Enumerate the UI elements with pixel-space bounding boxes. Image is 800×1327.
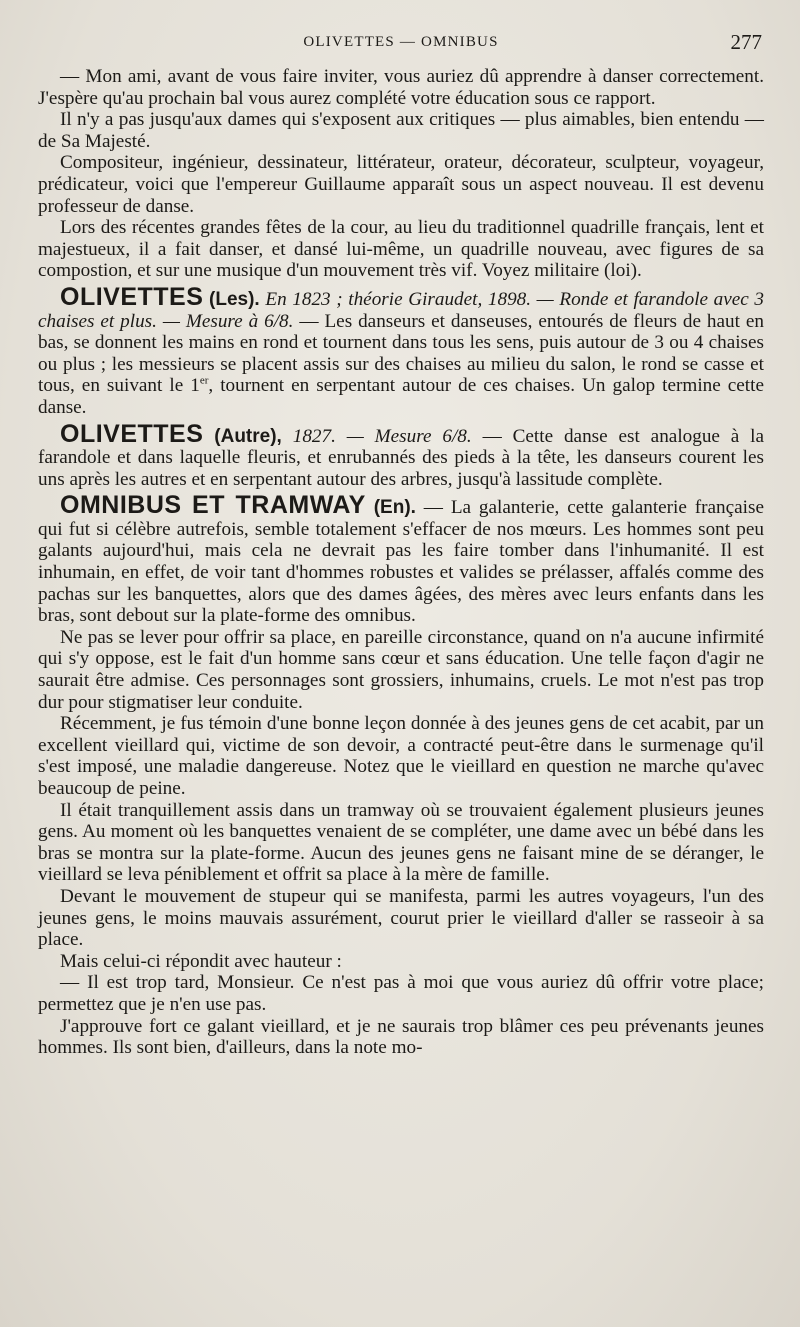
entry-headword: OLIVETTES bbox=[60, 282, 204, 311]
entry-headword: OLIVETTES bbox=[60, 419, 204, 448]
paragraph: Compositeur, ingénieur, dessinateur, littérateur, orateur, décorateur, sculpteur, voyageur, prédicateur, voici que l'empereur Guillaume apparaît sous un aspect nouveau. Il est devenu professeur de danse. bbox=[38, 152, 764, 217]
paragraph: Ne pas se lever pour offrir sa place, en pareille circonstance, quand on n'a aucune infirmité qui s'y oppose, est le fait d'un homme sans cœur et sans éducation. Une telle façon d'agir ne saurait être admise. Ces personnages sont grossiers, inhumains, cruels. Le mot n'est pas trop dur pour stigmatiser leur conduite. bbox=[38, 626, 764, 713]
entry-italic-note: 1827. — Mesure 6/8. bbox=[292, 425, 472, 447]
paragraph: Il était tranquillement assis dans un tramway où se trouvaient également plusieurs jeunes gens. Au moment où les banquettes venaient de se compléter, une dame avec un bébé dans les bras se montra sur la plate-forme. Aucun des jeunes gens ne faisant mine de se déranger, le vieillard se leva péniblement et offrit sa place à la mère de famille. bbox=[38, 799, 764, 886]
entry-text-continued: , tournent en serpentant autour de ces chaises. Un galop termine cette danse. bbox=[38, 375, 764, 418]
entry-text: — Les danseurs et danseuses, entourés de fleurs de haut en bas, se donnent les mains en rond et tournent dans tous les sens, puis autour de 3 ou 4 chaises ou plus ; les messieurs se placent assis sur des chaises au milieu du salon, le rond se casse et tous, en suivant le 1 bbox=[38, 310, 764, 397]
entry-headword: OMNIBUS ET TRAMWAY bbox=[60, 491, 366, 520]
page-number: 277 bbox=[730, 30, 762, 54]
entry-qualifier: (Les). bbox=[209, 288, 260, 310]
paragraph: Devant le mouvement de stupeur qui se manifesta, parmi les autres voyageurs, l'un des jeunes gens, le moins mauvais assurément, courut prier le vieillard d'aller se rasseoir à sa place. bbox=[38, 885, 764, 951]
dictionary-entry-olivettes-autre bbox=[38, 419, 765, 491]
paragraph: Mais celui-ci répondit avec hauteur : bbox=[60, 950, 342, 972]
dictionary-entry-olivettes bbox=[38, 282, 765, 419]
entry-qualifier: (En). bbox=[373, 497, 416, 519]
page-body bbox=[38, 66, 764, 1059]
entry-qualifier: (Autre), bbox=[214, 425, 282, 447]
paragraph: — Mon ami, avant de vous faire inviter, vous auriez dû apprendre à danser correctement. J'espère qu'au prochain bal vous aurez complété votre éducation sous ce rapport. bbox=[38, 66, 764, 109]
paragraph: Lors des récentes grandes fêtes de la cour, au lieu du traditionnel quadrille français, lent et majestueux, il a fait danser, et dansé lui-même, un quadrille nouveau, avec figures de sa compostion, et sur une musique d'un mouvement très vif. Voyez militaire (loi). bbox=[38, 217, 764, 282]
dictionary-entry-omnibus bbox=[38, 491, 764, 627]
paragraph: Il n'y a pas jusqu'aux dames qui s'exposent aux critiques — plus aimables, bien entendu — de Sa Majesté. bbox=[38, 109, 764, 152]
entry-text: — La galanterie, cette galanterie française qui fut si célèbre autrefois, semble totalement s'effacer de nos mœurs. Les hommes sont peu galants aujourd'hui, mais cela ne devrait pas les faire tomber dans l'inhumanité. Il est inhumain, en effet, de voir tant d'hommes robustes et valides se prélasser, affalés comme des pachas sur les banquettes, alors que des dames âgées, des mères avec leurs enfants dans les bras, sont debout sur la plate-forme des omnibus. bbox=[38, 497, 764, 627]
paragraph: J'approuve fort ce galant vieillard, et je ne saurais trop blâmer ces peu prévenants jeunes hommes. Ils sont bien, d'ailleurs, dans la note mo- bbox=[38, 1015, 764, 1059]
paragraph: Récemment, je fus témoin d'une bonne leçon donnée à des jeunes gens de cet acabit, par un excellent vieillard qui, victime de son devoir, a contracté peut-être dans le surmenage qu'il s'est imposé, une maladie dangereuse. Notez que le vieillard en question ne marche qu'avec beaucoup de peine. bbox=[38, 713, 764, 799]
entry-italic-note: En 1823 ; théorie Giraudet, 1898. — Ronde et farandole avec 3 chaises et plus. — Mesure à 6/8. bbox=[38, 288, 765, 332]
entry-text: — Cette danse est analogue à la farandole et dans laquelle fleuris, et enrubannés des pieds à la tête, les danseurs courent les uns après les autres et en serpentant autour des arbres, jusqu'à lassitude complète. bbox=[38, 425, 765, 490]
superscript: er bbox=[199, 374, 209, 387]
paragraph: — Il est trop tard, Monsieur. Ce n'est pas à moi que vous auriez dû offrir votre place; permettez que je n'en use pas. bbox=[38, 972, 764, 1015]
running-title: OLIVETTES — OMNIBUS bbox=[303, 34, 499, 50]
running-head bbox=[38, 30, 764, 58]
